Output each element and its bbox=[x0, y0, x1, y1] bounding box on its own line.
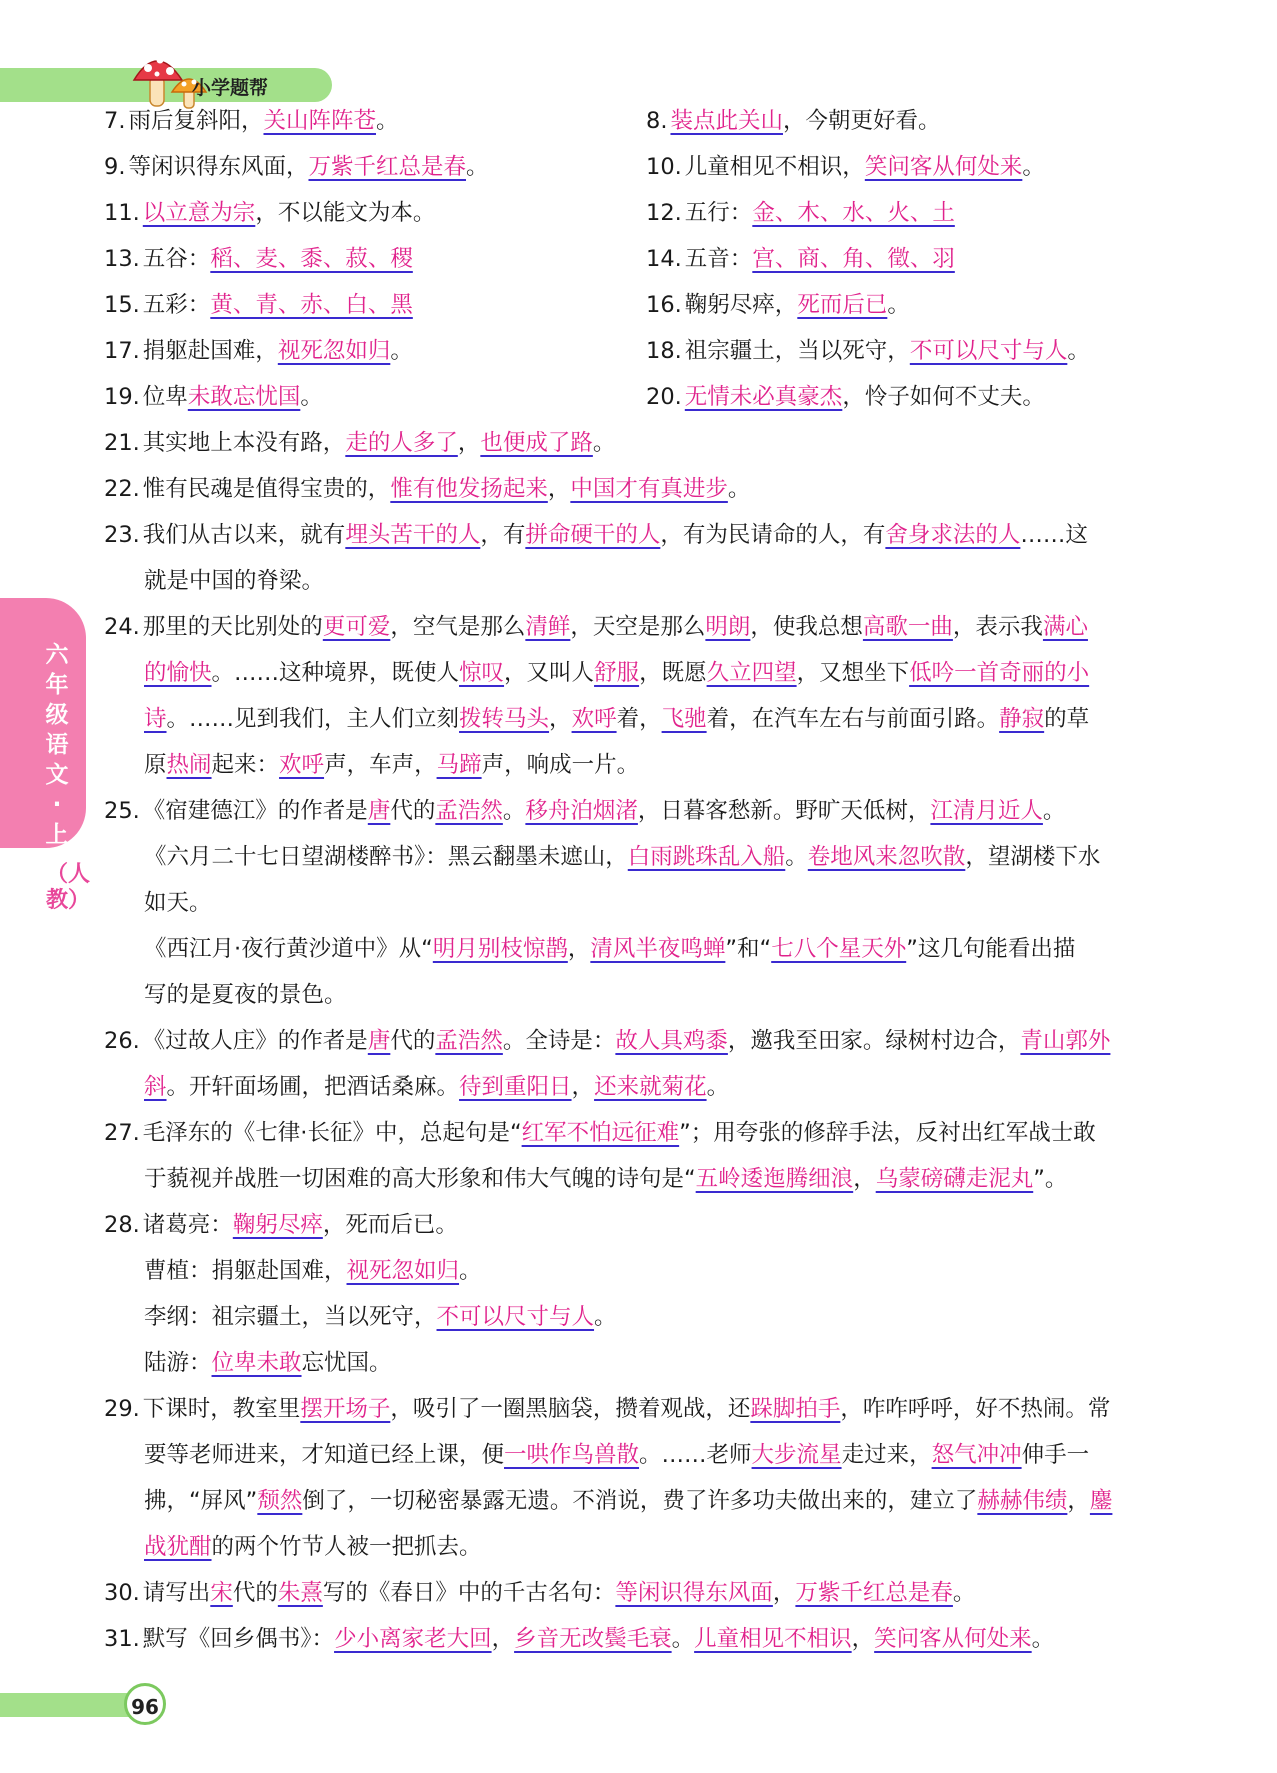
item-number: 15. bbox=[104, 292, 140, 318]
question-text: 下课时，教室里 bbox=[142, 1396, 301, 1422]
answer-line bbox=[144, 1440, 1089, 1470]
answer-text: 惟有他发扬起来 bbox=[390, 476, 548, 502]
question-text: ， bbox=[457, 430, 481, 456]
question-text: 声，车声， bbox=[324, 752, 437, 778]
answer-text: 青山郭外 bbox=[1020, 1028, 1111, 1054]
answer-line bbox=[144, 1486, 1112, 1516]
answer-line bbox=[104, 1624, 1054, 1654]
item-number: 10. bbox=[646, 154, 682, 180]
answer-line bbox=[104, 382, 323, 412]
question-text: 。 bbox=[592, 430, 616, 456]
answer-text: 大步流星 bbox=[751, 1442, 842, 1468]
item-number: 25. bbox=[104, 798, 140, 824]
answer-line bbox=[144, 704, 1089, 734]
question-text: 写的《春日》中的千古名句： bbox=[322, 1580, 616, 1606]
question-text: 。 bbox=[459, 1258, 482, 1284]
question-text: 原 bbox=[144, 752, 167, 778]
question-text: ，日暮客愁新。野旷天低树， bbox=[637, 798, 931, 824]
answer-text: 清风半夜鸣蝉 bbox=[590, 936, 726, 962]
question-text: 惟有民魂是值得宝贵的， bbox=[142, 476, 391, 502]
question-text: 忘忧国。 bbox=[301, 1350, 392, 1376]
item-number: 22. bbox=[104, 476, 140, 502]
question-text: ，望湖楼下水 bbox=[965, 844, 1101, 870]
question-text: 倒了，一切秘密暴露无遗。不消说，费了许多功夫做出来的，建立了 bbox=[302, 1488, 978, 1514]
question-text: 五行： bbox=[684, 200, 753, 226]
question-text: 。……这种境界，既使人 bbox=[211, 660, 460, 686]
answer-line bbox=[646, 336, 1090, 366]
answer-text: 唐 bbox=[367, 798, 391, 824]
answer-text: 黄、青、赤、白、黑 bbox=[210, 292, 413, 318]
answer-text: 诗 bbox=[144, 706, 167, 732]
answer-text: 斜 bbox=[144, 1074, 167, 1100]
question-text: 。 bbox=[466, 154, 489, 180]
answer-text: 中国才有真进步 bbox=[570, 476, 728, 502]
answer-text: 关山阵阵苍 bbox=[263, 108, 376, 134]
answer-line bbox=[144, 980, 347, 1010]
question-text: ， bbox=[491, 1626, 515, 1652]
question-text: ，怜子如何不丈夫。 bbox=[842, 384, 1045, 410]
question-text: 。开轩面场圃，把酒话桑麻。 bbox=[166, 1074, 460, 1100]
answer-text: 走的人多了 bbox=[345, 430, 458, 456]
question-text: ， bbox=[571, 1074, 595, 1100]
answer-line bbox=[144, 566, 324, 596]
question-text: 我们从古以来，就有 bbox=[142, 522, 346, 548]
answer-text: 拼命硬干的人 bbox=[525, 522, 661, 548]
answer-text: 鏖 bbox=[1089, 1488, 1113, 1514]
question-text: 那里的天比别处的 bbox=[142, 614, 323, 640]
question-text: 拂，“屏风” bbox=[144, 1488, 258, 1514]
question-text: 。 bbox=[300, 384, 323, 410]
question-text: ，邀我至田家。绿树村边合， bbox=[727, 1028, 1021, 1054]
answer-text: 还来就菊花 bbox=[594, 1074, 707, 1100]
question-text: ，有为民请命的人，有 bbox=[660, 522, 886, 548]
question-text: 。 bbox=[706, 1074, 730, 1100]
item-number: 30. bbox=[104, 1580, 140, 1606]
item-number: 11. bbox=[104, 200, 140, 226]
question-text: 伸手一 bbox=[1021, 1442, 1090, 1468]
answer-text: 欢呼 bbox=[571, 706, 617, 732]
item-number: 24. bbox=[104, 614, 140, 640]
answer-text: 死而后已 bbox=[797, 292, 888, 318]
question-text: 起来： bbox=[211, 752, 280, 778]
answer-text: 故人具鸡黍 bbox=[615, 1028, 728, 1054]
question-text: 如天。 bbox=[144, 890, 212, 916]
edition-label: （人教） bbox=[46, 862, 91, 913]
question-text: ，今朝更好看。 bbox=[782, 108, 941, 134]
question-text: 《西江月·夜行黄沙道中》从“ bbox=[144, 936, 433, 962]
answer-text: 孟浩然 bbox=[435, 798, 503, 824]
answer-text: 宫、商、角、徵、羽 bbox=[752, 246, 955, 272]
question-text: ，死而后已。 bbox=[322, 1212, 458, 1238]
answer-text: 未敢忘忧国 bbox=[187, 384, 301, 410]
question-text: ，吸引了一圈黑脑袋，攒着观战，还 bbox=[390, 1396, 751, 1422]
answer-text: 低吟一首奇丽的小 bbox=[909, 660, 1090, 686]
question-text: 。……见到我们，主人们立刻 bbox=[166, 706, 460, 732]
question-text: ，有 bbox=[480, 522, 526, 548]
item-number: 20. bbox=[646, 384, 682, 410]
question-text: ，既愿 bbox=[639, 660, 707, 686]
answer-text: 不可以尺寸与人 bbox=[909, 338, 1068, 364]
item-number: 28. bbox=[104, 1212, 140, 1238]
answer-line bbox=[646, 382, 1045, 412]
answer-line bbox=[104, 1210, 458, 1240]
item-number: 13. bbox=[104, 246, 140, 272]
answer-text: 怒气冲冲 bbox=[931, 1442, 1022, 1468]
question-text: 五谷： bbox=[142, 246, 211, 272]
answer-line bbox=[646, 244, 955, 274]
answer-line bbox=[646, 198, 955, 228]
question-text: 。 bbox=[1067, 338, 1090, 364]
question-text: 着， bbox=[616, 706, 662, 732]
question-text: 的两个竹节人被一把抓去。 bbox=[211, 1534, 482, 1560]
answer-text: 战犹酣 bbox=[144, 1534, 212, 1560]
question-text: 鞠躬尽瘁， bbox=[684, 292, 798, 318]
question-text: 。 bbox=[1031, 1626, 1055, 1652]
answer-text: 待到重阳日 bbox=[459, 1074, 572, 1100]
item-number: 23. bbox=[104, 522, 140, 548]
answer-text: 的愉快 bbox=[144, 660, 212, 686]
answer-line bbox=[104, 1026, 1110, 1056]
answer-text: 金、木、水、火、土 bbox=[752, 200, 955, 226]
answer-line bbox=[144, 1302, 617, 1332]
grade-label: 六年级语文·上 bbox=[45, 642, 69, 848]
question-text: 。 bbox=[1042, 798, 1066, 824]
question-text: 。……老师 bbox=[639, 1442, 752, 1468]
question-text: 。 bbox=[727, 476, 751, 502]
answer-line bbox=[104, 106, 399, 136]
answer-text: 等闲识得东风面 bbox=[615, 1580, 773, 1606]
answer-line bbox=[104, 198, 435, 228]
question-text: ， bbox=[567, 936, 591, 962]
question-text: ”和“ bbox=[725, 936, 772, 962]
question-text: 写的是夏夜的景色。 bbox=[144, 982, 347, 1008]
answer-line bbox=[144, 888, 212, 918]
answer-text: 赫赫伟绩 bbox=[977, 1488, 1068, 1514]
answer-line bbox=[104, 152, 489, 182]
answer-line bbox=[104, 1118, 1096, 1148]
question-text: 。 bbox=[887, 292, 910, 318]
question-text: 。 bbox=[1022, 154, 1045, 180]
item-number: 26. bbox=[104, 1028, 140, 1054]
answer-line bbox=[144, 1256, 482, 1286]
question-text: 代的 bbox=[232, 1580, 278, 1606]
answer-line bbox=[144, 750, 639, 780]
question-text: 着，在汽车左右与前面引路。 bbox=[706, 706, 1000, 732]
question-text: 。 bbox=[671, 1626, 695, 1652]
answer-text: 朱熹 bbox=[277, 1580, 323, 1606]
answer-text: 飞驰 bbox=[661, 706, 707, 732]
question-text: 默写《回乡偶书》： bbox=[142, 1626, 335, 1652]
question-text: 声，响成一片。 bbox=[481, 752, 640, 778]
item-number: 17. bbox=[104, 338, 140, 364]
question-text: 李纲：祖宗疆土，当以死守， bbox=[144, 1304, 437, 1330]
item-number: 31. bbox=[104, 1626, 140, 1652]
question-text: 于藐视并战胜一切困难的高大形象和伟大气魄的诗句是“ bbox=[144, 1166, 696, 1192]
answer-text: 满心 bbox=[1042, 614, 1088, 640]
answer-text: 笑问客从何处来 bbox=[864, 154, 1023, 180]
item-number: 9. bbox=[104, 154, 126, 180]
answer-line bbox=[104, 336, 413, 366]
item-number: 7. bbox=[104, 108, 126, 134]
question-text: 《过故人庄》的作者是 bbox=[142, 1028, 368, 1054]
page-number: 96 bbox=[124, 1683, 166, 1725]
answer-text: 摆开场子 bbox=[300, 1396, 391, 1422]
question-text: 儿童相见不相识， bbox=[684, 154, 865, 180]
answer-text: 更可爱 bbox=[322, 614, 391, 640]
answer-line bbox=[646, 152, 1045, 182]
answer-line bbox=[144, 842, 1100, 872]
answer-text: 万紫千红总是春 bbox=[308, 154, 466, 180]
answer-text: 明朗 bbox=[705, 614, 751, 640]
answer-text: 七八个星天外 bbox=[771, 936, 907, 962]
question-text: ，表示我 bbox=[952, 614, 1043, 640]
question-text: ”；用夸张的修辞手法，反衬出红军战士敢 bbox=[679, 1120, 1096, 1146]
question-text: 。 bbox=[376, 108, 399, 134]
answer-line bbox=[144, 1072, 729, 1102]
answer-text: 视死忽如归 bbox=[277, 338, 391, 364]
question-text: ，又想坐下 bbox=[796, 660, 910, 686]
answer-text: 久立四望 bbox=[706, 660, 797, 686]
question-text: 《宿建德江》的作者是 bbox=[142, 798, 368, 824]
answer-line bbox=[104, 1394, 1110, 1424]
item-number: 14. bbox=[646, 246, 682, 272]
answer-text: 欢呼 bbox=[279, 752, 325, 778]
question-text: ，空气是那么 bbox=[390, 614, 526, 640]
question-text: 。 bbox=[785, 844, 808, 870]
question-text: 曹植：捐躯赴国难， bbox=[144, 1258, 347, 1284]
item-number: 12. bbox=[646, 200, 682, 226]
answer-line bbox=[104, 796, 1065, 826]
answer-text: 万紫千红总是春 bbox=[795, 1580, 953, 1606]
answer-text: 唐 bbox=[367, 1028, 391, 1054]
answer-text: 舍身求法的人 bbox=[885, 522, 1021, 548]
item-number: 16. bbox=[646, 292, 682, 318]
question-text: 要等老师进来，才知道已经上课，便 bbox=[144, 1442, 505, 1468]
answer-line bbox=[144, 1532, 482, 1562]
question-text: 其实地上本没有路， bbox=[142, 430, 346, 456]
question-text: 雨后复斜阳， bbox=[128, 108, 264, 134]
answer-line bbox=[144, 658, 1089, 688]
answer-text: 明月别枝惊鹊 bbox=[432, 936, 568, 962]
question-text: 位卑 bbox=[142, 384, 188, 410]
answer-text: 乌蒙磅礴走泥丸 bbox=[875, 1166, 1034, 1192]
question-text: 祖宗疆土，当以死守， bbox=[684, 338, 910, 364]
answer-text: 视死忽如归 bbox=[346, 1258, 460, 1284]
answer-text: 惊叹 bbox=[459, 660, 505, 686]
answer-text: 少小离家老大回 bbox=[334, 1626, 492, 1652]
answer-text: 鞠躬尽瘁 bbox=[232, 1212, 323, 1238]
answer-text: 孟浩然 bbox=[435, 1028, 503, 1054]
question-text: 代的 bbox=[390, 1028, 436, 1054]
item-number: 29. bbox=[104, 1396, 140, 1422]
answer-text: 埋头苦干的人 bbox=[345, 522, 481, 548]
question-text: ，又叫人 bbox=[504, 660, 595, 686]
answer-text: 白雨跳珠乱入船 bbox=[627, 844, 786, 870]
question-text: ， bbox=[772, 1580, 796, 1606]
item-number: 19. bbox=[104, 384, 140, 410]
question-text: ， bbox=[851, 1626, 875, 1652]
answer-text: 以立意为宗 bbox=[142, 200, 256, 226]
answer-text: 拨转马头 bbox=[459, 706, 550, 732]
answer-text: 红军不怕远征难 bbox=[521, 1120, 680, 1146]
answer-text: 儿童相见不相识 bbox=[694, 1626, 852, 1652]
question-text: 代的 bbox=[390, 798, 436, 824]
answer-line bbox=[144, 934, 1075, 964]
answer-text: 无情未必真豪杰 bbox=[684, 384, 843, 410]
answer-text: 装点此关山 bbox=[670, 108, 783, 134]
question-text: ”这几句能看出描 bbox=[906, 936, 1076, 962]
answer-text: 乡音无改鬓毛衰 bbox=[514, 1626, 672, 1652]
answer-text: 江清月近人 bbox=[930, 798, 1043, 824]
answer-text: 马蹄 bbox=[436, 752, 482, 778]
answer-line bbox=[104, 244, 413, 274]
question-text: ，咋咋呼呼，好不热闹。常 bbox=[840, 1396, 1111, 1422]
answer-text: 位卑未敢 bbox=[211, 1350, 302, 1376]
question-text: 捐躯赴国难， bbox=[142, 338, 278, 364]
answer-line bbox=[104, 520, 1088, 550]
answer-text: 颓然 bbox=[257, 1488, 303, 1514]
answer-text: 不可以尺寸与人 bbox=[436, 1304, 595, 1330]
answer-line bbox=[104, 428, 615, 458]
answer-text: 卷地风来忽吹散 bbox=[807, 844, 966, 870]
answer-line bbox=[646, 290, 910, 320]
question-text: 。 bbox=[390, 338, 413, 364]
answer-text: 热闹 bbox=[166, 752, 212, 778]
answer-text: 移舟泊烟渚 bbox=[525, 798, 638, 824]
question-text: 走过来， bbox=[841, 1442, 932, 1468]
question-text: 诸葛亮： bbox=[142, 1212, 233, 1238]
answer-text: 静寂 bbox=[999, 706, 1045, 732]
question-text: 五彩： bbox=[142, 292, 211, 318]
answer-text: 跺脚拍手 bbox=[750, 1396, 841, 1422]
item-number: 27. bbox=[104, 1120, 140, 1146]
question-text: ”。 bbox=[1033, 1166, 1068, 1192]
question-text: 。 bbox=[594, 1304, 617, 1330]
question-text: 毛泽东的《七律·长征》中，总起句是“ bbox=[142, 1120, 522, 1146]
question-text: 。 bbox=[502, 798, 526, 824]
item-number: 18. bbox=[646, 338, 682, 364]
answer-text: 也便成了路 bbox=[480, 430, 593, 456]
question-text: ， bbox=[549, 706, 572, 732]
item-number: 21. bbox=[104, 430, 140, 456]
question-text: 。全诗是： bbox=[502, 1028, 616, 1054]
question-text: 《六月二十七日望湖楼醉书》：黑云翻墨未遮山， bbox=[144, 844, 628, 870]
question-text: 的草 bbox=[1044, 706, 1090, 732]
answer-text: 高歌一曲 bbox=[862, 614, 953, 640]
question-text: 。 bbox=[952, 1580, 976, 1606]
answer-text: 清鲜 bbox=[525, 614, 571, 640]
question-text: 等闲识得东风面， bbox=[128, 154, 309, 180]
answer-text: 舒服 bbox=[594, 660, 640, 686]
question-text: ，使我总想 bbox=[750, 614, 863, 640]
header-title: 小学题帮 bbox=[192, 77, 269, 99]
answer-text: 五岭逶迤腾细浪 bbox=[695, 1166, 854, 1192]
answer-line bbox=[104, 290, 413, 320]
answer-text: 一哄作鸟兽散 bbox=[504, 1442, 640, 1468]
answer-text: 笑问客从何处来 bbox=[874, 1626, 1032, 1652]
question-text: ，不以能文为本。 bbox=[255, 200, 436, 226]
question-text: 就是中国的脊梁。 bbox=[144, 568, 325, 594]
question-text: ，天空是那么 bbox=[570, 614, 706, 640]
question-text: ， bbox=[547, 476, 571, 502]
question-text: ， bbox=[1067, 1488, 1090, 1514]
answer-line bbox=[144, 1348, 392, 1378]
answer-line bbox=[104, 474, 750, 504]
answer-line bbox=[646, 106, 941, 136]
item-number: 8. bbox=[646, 108, 668, 134]
answer-text: 宋 bbox=[210, 1580, 233, 1606]
answer-line bbox=[104, 612, 1088, 642]
answer-line bbox=[144, 1164, 1067, 1194]
answer-text: 稻、麦、黍、菽、稷 bbox=[210, 246, 413, 272]
question-text: 五音： bbox=[684, 246, 753, 272]
question-text: 陆游： bbox=[144, 1350, 212, 1376]
answer-line bbox=[104, 1578, 975, 1608]
question-text: 请写出 bbox=[142, 1580, 211, 1606]
question-text: ， bbox=[853, 1166, 876, 1192]
question-text: ……这 bbox=[1020, 522, 1088, 548]
